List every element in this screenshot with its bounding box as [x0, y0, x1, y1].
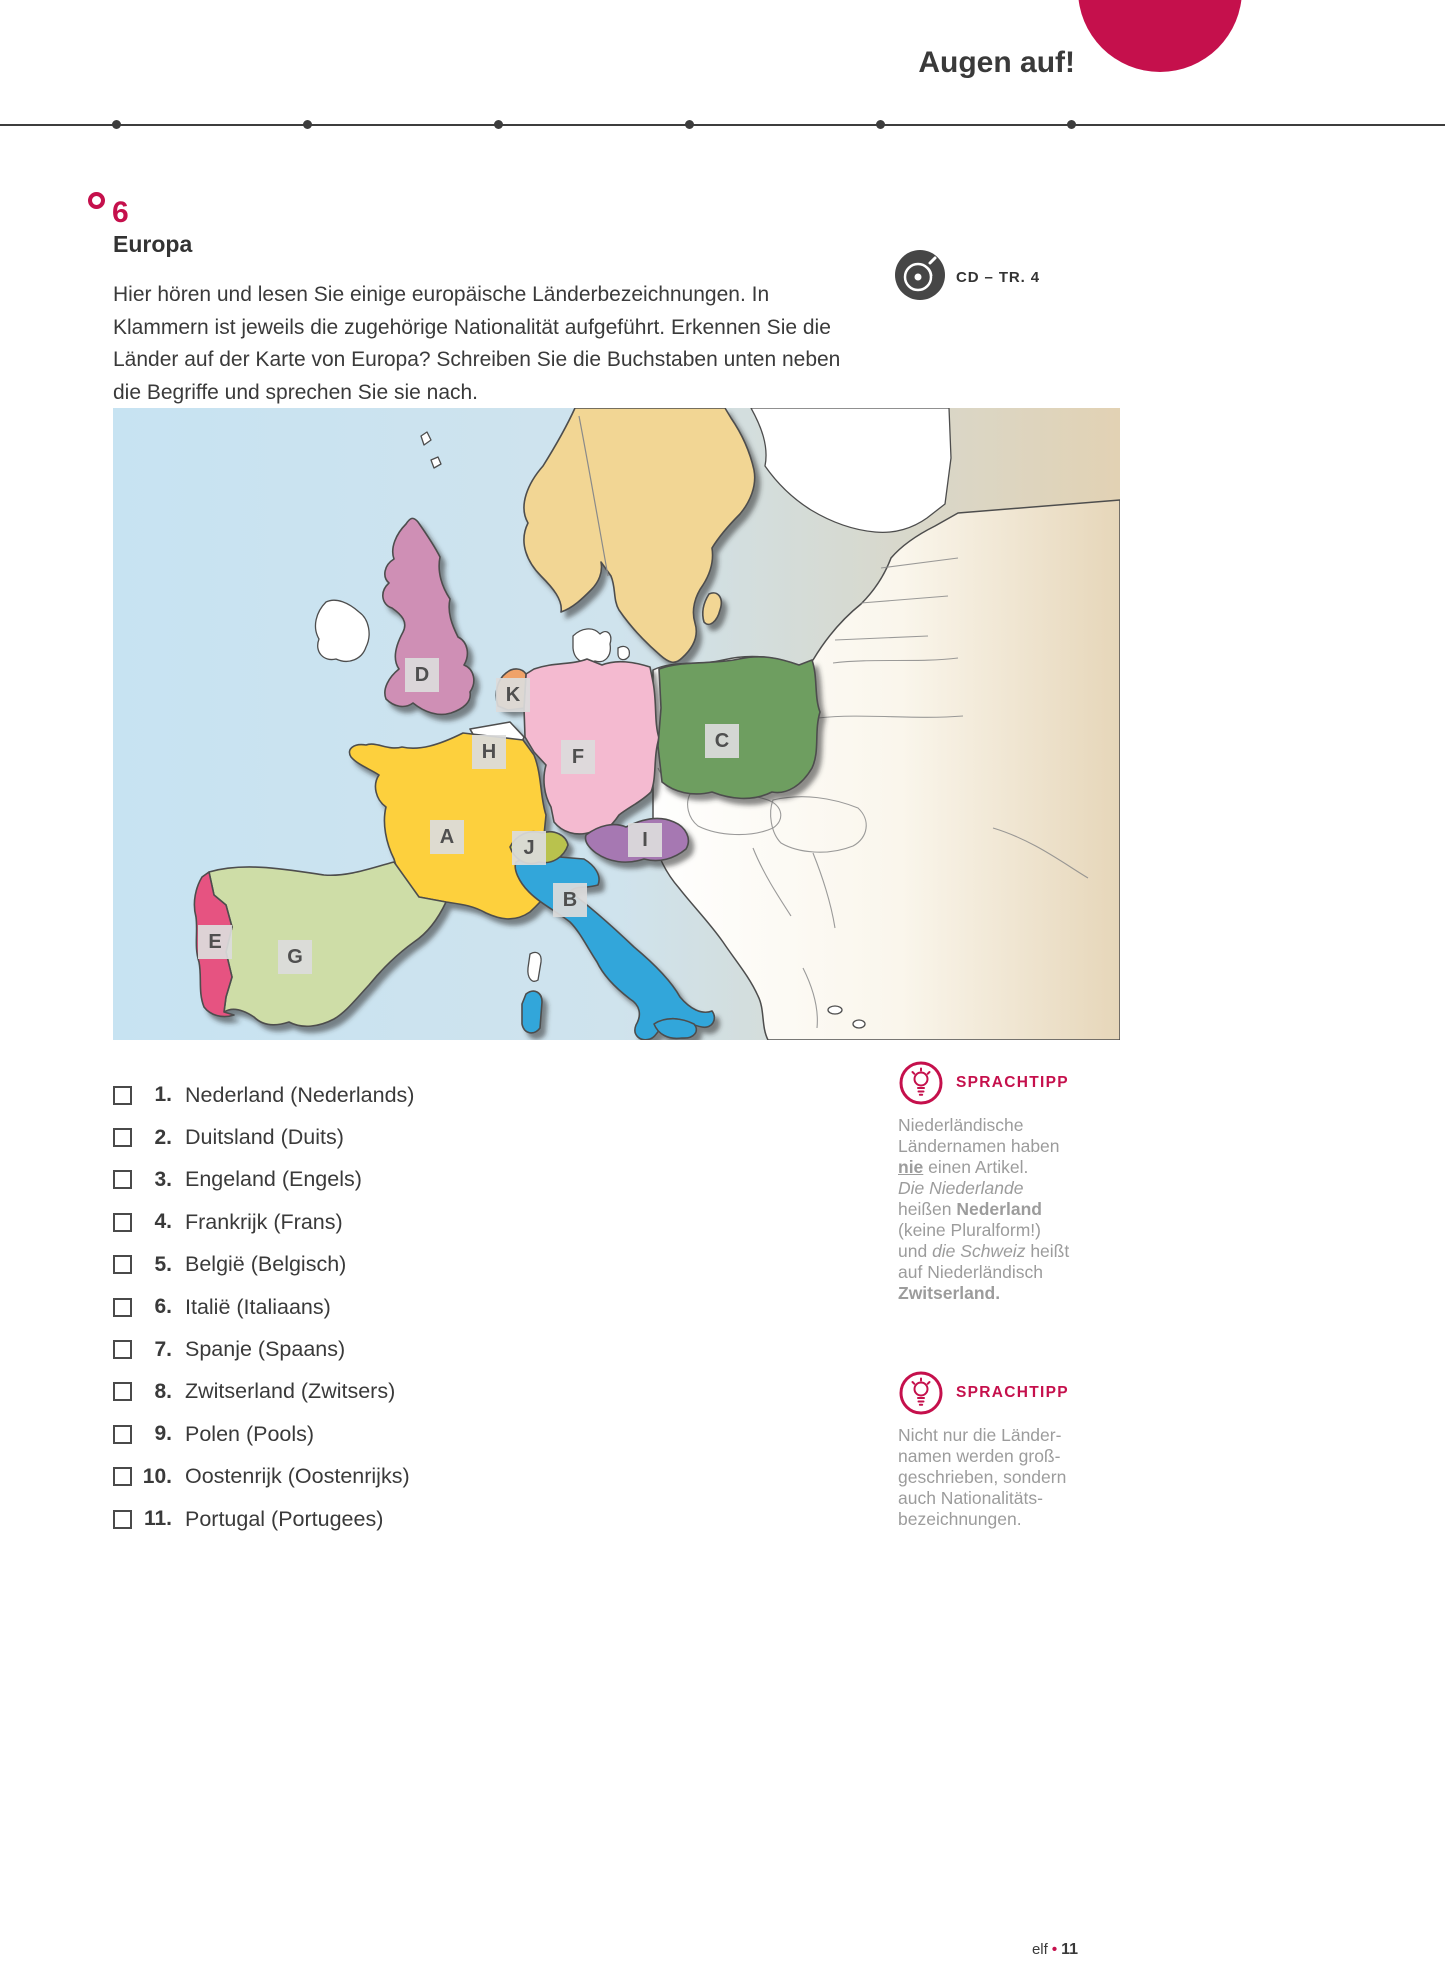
section-marker-icon [88, 192, 105, 209]
item-checkbox[interactable] [113, 1255, 132, 1274]
item-number: 10. [142, 1464, 172, 1488]
item-number: 11. [143, 1507, 172, 1531]
list-item [113, 1456, 414, 1498]
sprachtipp-box-1 [898, 1060, 1078, 1304]
map-letter-chip-f: F [561, 740, 595, 774]
map-letter-chip-j: J [512, 831, 546, 865]
list-item [113, 1498, 414, 1540]
item-text: Frankrijk (Frans) [185, 1209, 343, 1234]
section-number: 6 [112, 196, 129, 229]
item-checkbox[interactable] [113, 1086, 132, 1105]
item-text: Polen (Pools) [185, 1421, 315, 1446]
audio-track-label: CD – TR. 4 [956, 269, 1041, 286]
map-letter-chip-a: A [430, 820, 464, 854]
item-number: 3. [154, 1167, 172, 1191]
sprachtipp-text: Niederländische Ländernamen haben nie einen Artikel. Die Niederlande heißen Nederland (keine Pluralform!) und die Schweiz heißt auf Niederländisch Zwitserland. [898, 1115, 1070, 1303]
header-rule-dot [112, 120, 121, 129]
list-item [113, 1413, 414, 1455]
lightbulb-icon [898, 1060, 944, 1106]
sprachtipp-text: Nicht nur die Länder- namen werden groß- geschrieben, sondern auch Nationalitäts- bezeichnungen. [898, 1425, 1067, 1529]
list-item [113, 1074, 414, 1116]
map-letter-chip-h: H [472, 735, 506, 769]
list-item [113, 1371, 414, 1413]
item-checkbox[interactable] [113, 1213, 132, 1232]
item-checkbox[interactable] [113, 1467, 132, 1486]
map-letter-chip-k: K [496, 678, 530, 712]
item-text: Zwitserland (Zwitsers) [185, 1379, 396, 1404]
list-item [113, 1116, 414, 1158]
item-text: België (Belgisch) [185, 1252, 347, 1277]
item-number: 8. [154, 1379, 172, 1403]
item-number: 2. [154, 1125, 172, 1149]
page-footer [860, 1941, 1078, 1959]
europe-map-svg [113, 408, 1120, 1040]
exercise-list [113, 1074, 414, 1540]
country-denmark [573, 629, 611, 663]
sprachtipp-box-2 [898, 1370, 1078, 1530]
item-text: Engeland (Engels) [185, 1167, 362, 1192]
item-number: 1. [154, 1083, 172, 1107]
item-number: 6. [154, 1295, 172, 1319]
header-rule-dot [685, 120, 694, 129]
lightbulb-icon [898, 1370, 944, 1416]
item-text: Nederland (Nederlands) [185, 1082, 415, 1107]
list-item [113, 1159, 414, 1201]
denmark-island [618, 646, 629, 659]
item-number: 9. [154, 1422, 172, 1446]
header-rule-dot [303, 120, 312, 129]
map-letter-chip-d: D [405, 658, 439, 692]
greek-island [853, 1020, 865, 1028]
header-rule-dot [1067, 120, 1076, 129]
item-text: Italië (Italiaans) [185, 1294, 331, 1319]
item-number: 4. [154, 1210, 172, 1234]
header-rule-dot [876, 120, 885, 129]
item-number: 7. [154, 1337, 172, 1361]
map-letter-chip-g: G [278, 940, 312, 974]
item-checkbox[interactable] [113, 1510, 132, 1529]
map-letter-chip-b: B [553, 883, 587, 917]
sprachtipp-label: SPRACHTIPP [956, 1074, 1069, 1091]
map-letter-chip-e: E [198, 925, 232, 959]
cd-icon [894, 249, 946, 301]
item-checkbox[interactable] [113, 1425, 132, 1444]
list-item [113, 1328, 414, 1370]
item-checkbox[interactable] [113, 1340, 132, 1359]
footer-dot: • [1051, 1941, 1058, 1958]
footer-page-number: 11 [1061, 1941, 1078, 1958]
item-text: Oostenrijk (Oostenrijks) [185, 1464, 410, 1489]
section-intro-text: Hier hören und lesen Sie einige europäische Länderbezeichnungen. In Klammern ist jeweils die zugehörige Nationalität aufgeführt. Erkennen Sie die Länder auf der Karte von Europa? Schreiben Sie die Buchstaben unten neben die Begriffe und sprechen Sie sie nach. [113, 283, 841, 404]
footer-word: elf [1031, 1941, 1048, 1958]
sardinia-island [522, 991, 542, 1033]
item-text: Spanje (Spaans) [185, 1337, 346, 1362]
country-poland [658, 657, 820, 799]
list-item [113, 1201, 414, 1243]
item-text: Duitsland (Duits) [185, 1125, 344, 1150]
header-rule [0, 124, 1445, 126]
header-rule-dot [494, 120, 503, 129]
item-checkbox[interactable] [113, 1382, 132, 1401]
map-letter-chip-c: C [705, 724, 739, 758]
map-letter-chip-i: I [628, 823, 662, 857]
page-header-title: Augen auf! [918, 46, 1075, 79]
item-checkbox[interactable] [113, 1170, 132, 1189]
item-text: Portugal (Portugees) [185, 1506, 384, 1531]
europe-map [113, 408, 1120, 1040]
sprachtipp-label: SPRACHTIPP [956, 1384, 1069, 1401]
corsica-island [528, 952, 541, 981]
corner-accent-circle [1078, 0, 1242, 72]
list-item [113, 1286, 414, 1328]
greek-island [828, 1006, 842, 1014]
item-number: 5. [154, 1252, 172, 1276]
item-checkbox[interactable] [113, 1298, 132, 1317]
list-item [113, 1244, 414, 1286]
item-checkbox[interactable] [113, 1128, 132, 1147]
section-title: Europa [113, 231, 193, 257]
